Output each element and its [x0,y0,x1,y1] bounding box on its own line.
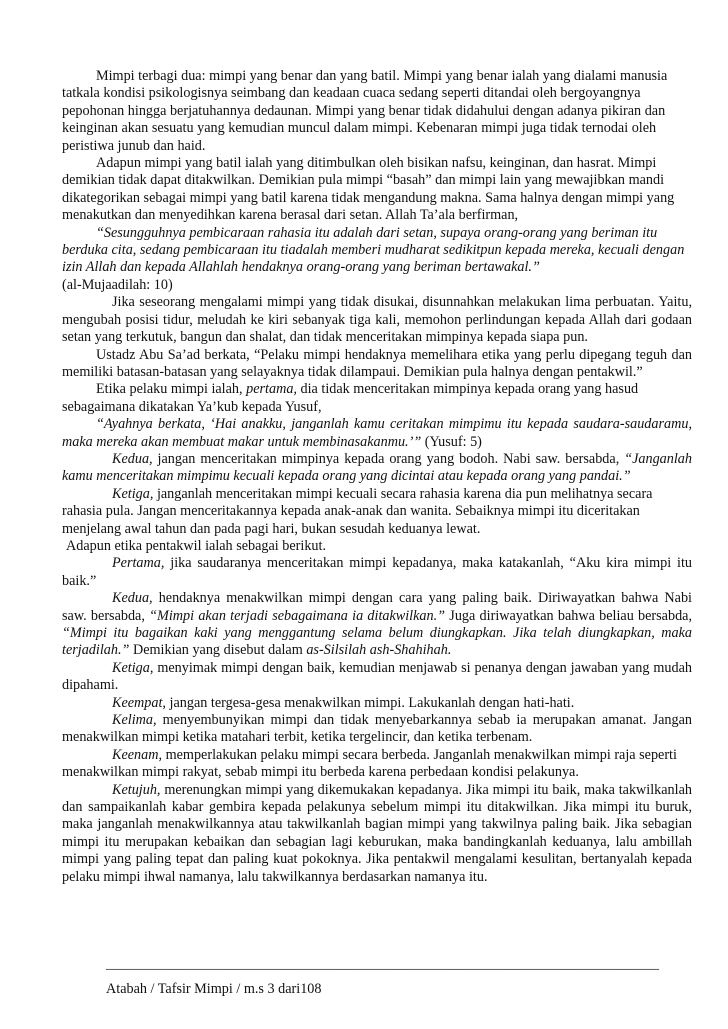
emphasis: Keempat, [112,694,166,711]
paragraph-ustadz-abu-saad: Ustadz Abu Sa’ad berkata, “Pelaku mimpi hendaknya memelihara etika yang perlu dipegang teguh dan memiliki batasan-batasan yang selayaknya tidak dilampaui. Demikian pula halnya dengan pentakwil.” [62,346,692,380]
emphasis: Ketiga, [112,485,154,502]
quote-text: “Sesungguhnya pembicaraan rahasia itu adalah dari setan, supaya orang-orang yang beriman itu berduka cita, sedang pembicaraan itu tiadalah memberi mudharat sedikitpun kepada mereka, kecuali dengan izin Allah dan kepada Allahlah hendaknya orang-orang yang beriman bertawakal.” [62,224,685,276]
quote-text: “Mimpi itu bagaikan kaki yang menggantung selama belum diungkapkan. Jika telah diungkapkan, maka terjadilah.” [62,625,692,659]
paragraph-etika-pelaku [62,381,692,416]
emphasis: Kedua, [112,590,153,607]
text-run: Etika pelaku mimpi ialah, [96,381,247,398]
text-run: jangan menceritakan mimpinya kepada orang yang bodoh. Nabi saw. bersabda, [152,450,625,467]
emphasis: Pertama, [112,555,165,572]
paragraph-pentakwil-keempat [62,695,692,712]
quote-reference: (Yusuf: 5) [421,433,482,450]
source-title: as-Silsilah ash-Shahihah. [306,642,452,659]
text-run: Juga diriwayatkan bahwa beliau bersabda, [445,607,693,624]
paragraph-pentakwil-ketujuh [62,782,692,886]
text-run: jangan tergesa-gesa menakwilkan mimpi. Lakukanlah dengan hati-hati. [165,694,575,711]
quote-text: “Mimpi akan terjadi sebagaimana ia ditakwilkan.” [149,607,446,624]
document-body [62,68,692,886]
paragraph-mimpi-terbagi: Mimpi terbagi dua: mimpi yang benar dan yang batil. Mimpi yang benar ialah yang dialami manusia tatkala kondisi psikologisnya seimbang dan keadaan cuaca sedang seperti ditandai oleh bergoyangnya pepohonan hingga berjatuhannya dedaunan. Mimpi yang benar tidak didahului dengan adanya pikiran dan keinginan akan sesuatu yang kemudian muncul dalam mimpi. Kebenaran mimpi juga tidak ternodai oleh peristiwa junub dan haid. [62,68,668,154]
text-run: janganlah menceritakan mimpi kecuali secara rahasia karena dia pun melihatnya secara rahasia pula. Jangan menceritakannya kepada anak-anak dan wanita. Sebaiknya mimpi itu diceritakan menjelang awal tahun dan pada pagi hari, bukan sesudah keduanya lewat. [62,485,653,537]
paragraph-etika-pentakwil: Adapun etika pentakwil ialah sebagai berikut. [66,537,327,554]
paragraph-pentakwil-kedua [62,590,692,660]
quote-reference: (al-Mujaadilah: 10) [62,276,173,293]
emphasis: pertama, [246,381,297,398]
quote-al-mujaadilah [62,225,692,295]
emphasis: Kelima, [112,712,157,729]
paragraph-pentakwil-pertama [62,555,692,590]
emphasis: Ketujuh, [112,781,161,798]
text-run: memperlakukan pelaku mimpi secara berbeda. Janganlah menakwilkan mimpi raja seperti menakwilkan mimpi rakyat, sebab mimpi itu berbeda karena perbedaan kondisi pelakunya. [62,746,677,781]
page-footer [106,960,662,998]
quote-yusuf [62,416,692,451]
text-run: Demikian yang disebut dalam [129,642,307,659]
quote-text: “Ayahnya berkata, ‘Hai anakku, janganlah kamu ceritakan mimpimu itu kepada saudara-saudaramu, maka mereka akan membuat makar untuk membinasakanmu.’” [62,416,692,450]
text-run: jika saudaranya menceritakan mimpi kepadanya, maka katakanlah, “Aku kira mimpi itu baik.” [62,555,692,589]
footer-page-info: Atabah / Tafsir Mimpi / m.s 3 dari108 [106,981,322,997]
footer-rule: _______________________________________________________________________________ [106,960,659,970]
text-run: menyimak mimpi dengan baik, kemudian menjawab si penanya dengan jawaban yang mudah dipahami. [62,659,692,694]
paragraph-pelaku-kedua [62,451,692,486]
text-run: merenungkan mimpi yang dikemukakan kepadanya. Jika mimpi itu baik, maka takwilkanlah dan sampaikanlah kabar gembira kepada pelakunya sebelum mimpi itu ditakwilkan. Jika mimpi itu buruk, maka janganlah menakwilkannya atau takwilkanlah bagian mimpi yang takwilnya paling baik. Jika sebagian mimpi itu merupakan kebaikan dan sebagian lagi keburukan, maka bandingkanlah keduanya, lalu ambillah mimpi yang paling tepat dan paling kuat pokoknya. Jika pentakwil mengalami kesulitan, bertanyalah kepada pelaku mimpi ihwal namanya, lalu takwilkannya berdasarkan namanya itu. [62,781,692,885]
emphasis: Ketiga, [112,659,154,676]
emphasis: Kedua, [112,450,153,467]
paragraph-pentakwil-ketiga [62,660,692,695]
text-run: dia tidak menceritakan mimpinya kepada orang yang hasud sebagaimana dikatakan Ya’kub kepada Yusuf, [62,381,639,415]
text-run: hendaknya menakwilkan mimpi dengan cara yang paling baik. Diriwayatkan bahwa Nabi saw. bersabda, [62,590,692,624]
emphasis: Keenam, [112,746,163,763]
quote-text: “Janganlah kamu menceritakan mimpimu kecuali kepada orang yang dicintai atau kepada orang yang pandai.” [62,450,692,485]
paragraph-pentakwil-kelima [62,712,692,747]
paragraph-pelaku-ketiga [62,486,692,538]
paragraph-pentakwil-keenam [62,747,692,782]
paragraph-mimpi-batil: Adapun mimpi yang batil ialah yang ditimbulkan oleh bisikan nafsu, keinginan, dan hasrat. Mimpi demikian tidak dapat ditakwilkan. Demikian pula mimpi “basah” dan mimpi lain yang mewajibkan mandi dikategorikan sebagai mimpi yang batil karena tidak mengandung makna. Sama halnya dengan mimpi yang menakutkan dan menyedihkan karena berasal dari setan. Allah Ta’ala berfirman, [62,155,675,224]
paragraph-lima-perbuatan: Jika seseorang mengalami mimpi yang tidak disukai, disunnahkan melakukan lima perbuatan. Yaitu, mengubah posisi tidur, meludah ke kiri sebanyak tiga kali, memohon perlindungan kepada Allah dari godaan setan yang terkutuk, bangun dan shalat, dan tidak menceritakan mimpinya kepada siapa pun. [62,294,692,346]
text-run: menyembunyikan mimpi dan tidak menyebarkannya sebab ia merupakan amanat. Jangan menakwilkan mimpi ketika matahari terbit, ketika tergelincir, dan ketika terbenam. [62,712,692,746]
